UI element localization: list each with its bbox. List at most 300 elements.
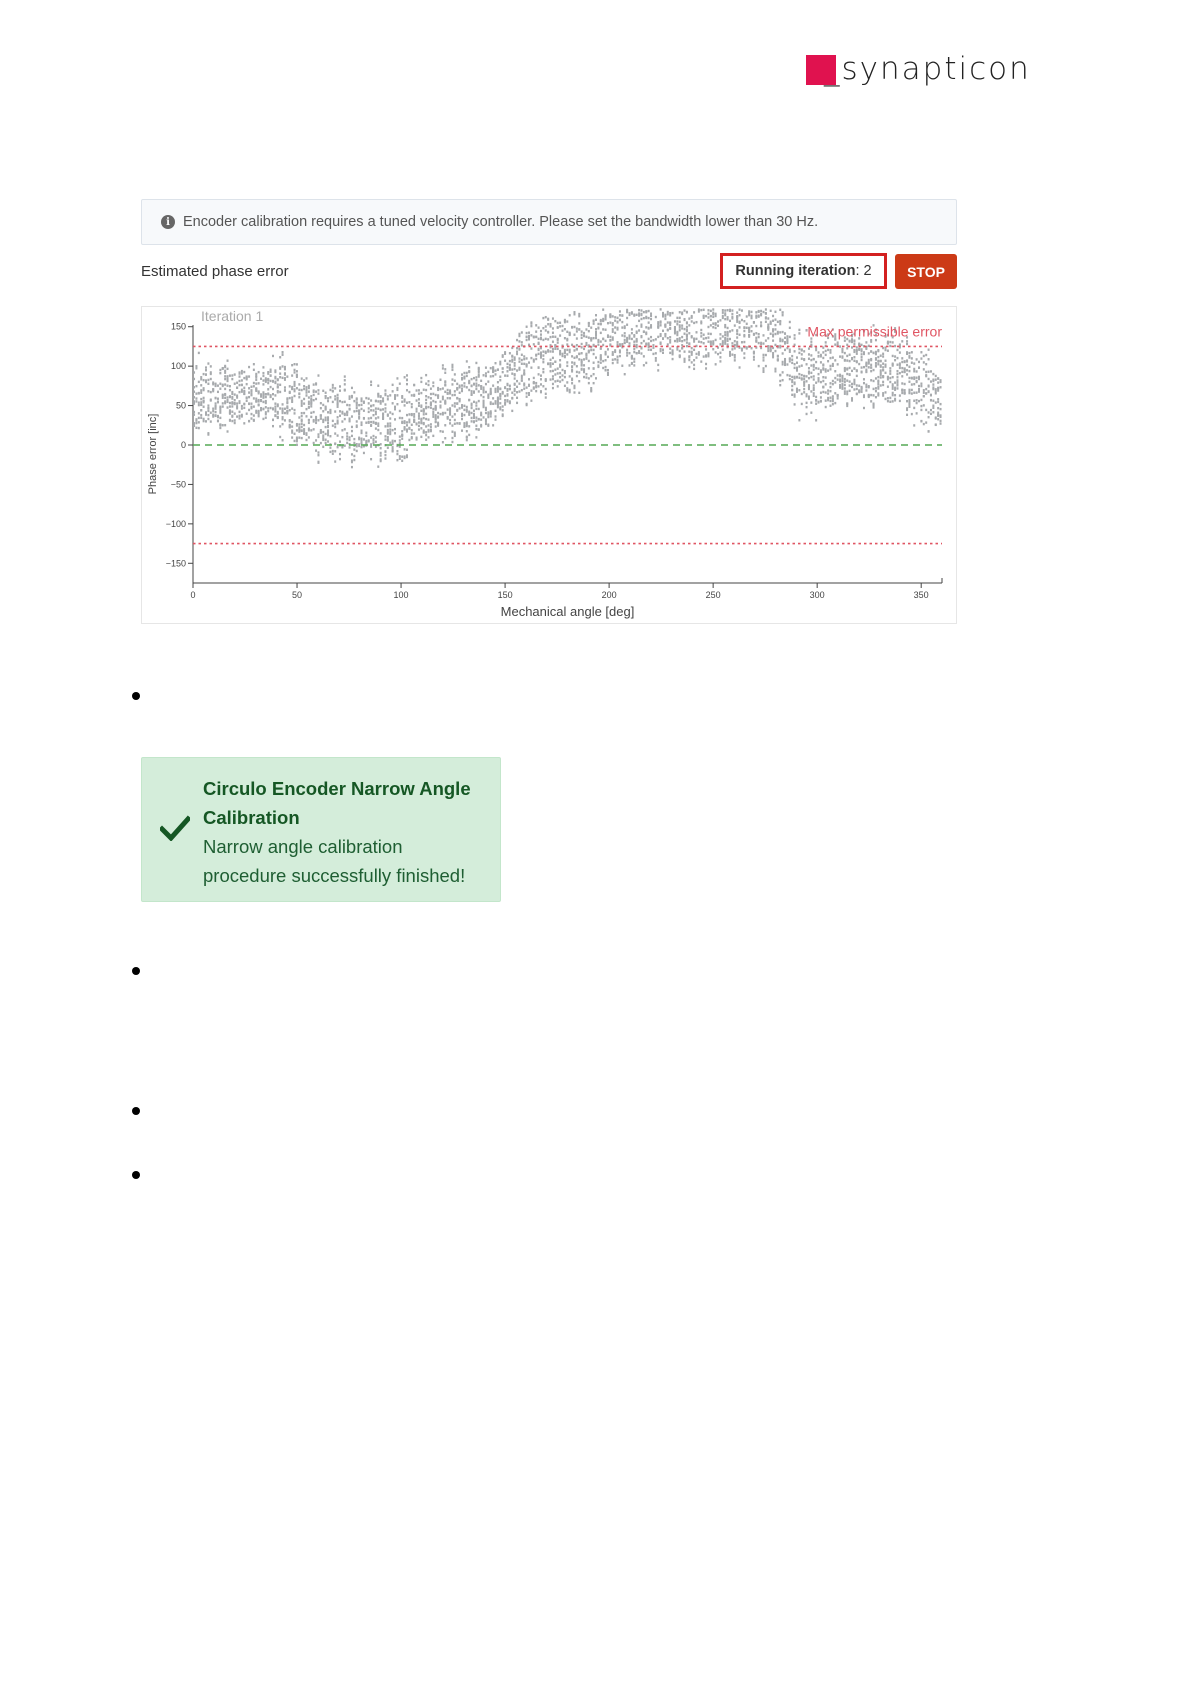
- scatter-point: [920, 357, 922, 359]
- scatter-point: [408, 419, 410, 421]
- scatter-point: [286, 375, 288, 377]
- scatter-point: [416, 436, 418, 438]
- scatter-point: [351, 430, 353, 432]
- scatter-point: [901, 382, 903, 384]
- list-bullet: [132, 1171, 140, 1179]
- scatter-point: [480, 413, 482, 415]
- scatter-point: [217, 384, 219, 386]
- scatter-point: [918, 376, 920, 378]
- scatter-point: [243, 393, 245, 395]
- scatter-point: [219, 372, 221, 374]
- scatter-point: [270, 371, 272, 373]
- scatter-point: [925, 374, 927, 376]
- scatter-point: [916, 412, 918, 414]
- scatter-point: [562, 329, 564, 331]
- scatter-point: [262, 383, 264, 385]
- scatter-point: [578, 322, 580, 324]
- scatter-point: [640, 313, 642, 315]
- scatter-point: [351, 461, 353, 463]
- scatter-point: [442, 398, 444, 400]
- scatter-point: [846, 379, 848, 381]
- scatter-point: [483, 416, 485, 418]
- scatter-point: [762, 371, 764, 373]
- scatter-point: [255, 375, 257, 377]
- scatter-point: [798, 352, 800, 354]
- scatter-point: [485, 375, 487, 377]
- scatter-point: [899, 394, 901, 396]
- scatter-point: [239, 371, 241, 373]
- scatter-point: [466, 410, 468, 412]
- scatter-point: [633, 340, 635, 342]
- scatter-point: [908, 377, 910, 379]
- scatter-point: [248, 391, 250, 393]
- scatter-point: [478, 390, 480, 392]
- scatter-point: [920, 385, 922, 387]
- scatter-point: [308, 429, 310, 431]
- scatter-point: [880, 371, 882, 373]
- scatter-point: [487, 371, 489, 373]
- scatter-point: [298, 416, 300, 418]
- scatter-point: [607, 369, 609, 371]
- scatter-point: [456, 402, 458, 404]
- scatter-point: [667, 321, 669, 323]
- scatter-point: [404, 448, 406, 450]
- scatter-point: [523, 373, 525, 375]
- scatter-point: [428, 380, 430, 382]
- scatter-point: [602, 319, 604, 321]
- scatter-point: [578, 315, 580, 317]
- scatter-point: [463, 426, 465, 428]
- scatter-point: [710, 319, 712, 321]
- scatter-point: [363, 401, 365, 403]
- scatter-point: [901, 389, 903, 391]
- scatter-point: [291, 407, 293, 409]
- scatter-point: [863, 353, 865, 355]
- scatter-point: [382, 397, 384, 399]
- scatter-point: [600, 323, 602, 325]
- scatter-point: [392, 450, 394, 452]
- scatter-point: [583, 332, 585, 334]
- scatter-point: [219, 409, 221, 411]
- scatter-point: [224, 370, 226, 372]
- scatter-point: [234, 403, 236, 405]
- scatter-point: [640, 318, 642, 320]
- scatter-point: [782, 379, 784, 381]
- scatter-point: [937, 418, 939, 420]
- scatter-point: [332, 386, 334, 388]
- scatter-point: [514, 356, 516, 358]
- scatter-point: [593, 337, 595, 339]
- scatter-point: [552, 383, 554, 385]
- scatter-point: [715, 363, 717, 365]
- scatter-point: [353, 459, 355, 461]
- scatter-point: [370, 409, 372, 411]
- scatter-point: [349, 446, 351, 448]
- scatter-point: [552, 387, 554, 389]
- scatter-point: [399, 445, 401, 447]
- scatter-point: [239, 375, 241, 377]
- scatter-point: [882, 363, 884, 365]
- scatter-point: [693, 340, 695, 342]
- scatter-point: [394, 428, 396, 430]
- scatter-point: [585, 353, 587, 355]
- scatter-point: [538, 343, 540, 345]
- scatter-point: [502, 391, 504, 393]
- scatter-point: [715, 327, 717, 329]
- scatter-point: [770, 333, 772, 335]
- scatter-point: [868, 394, 870, 396]
- scatter-point: [940, 379, 942, 381]
- scatter-point: [265, 406, 267, 408]
- scatter-point: [937, 377, 939, 379]
- scatter-point: [779, 374, 781, 376]
- scatter-point: [353, 455, 355, 457]
- scatter-point: [480, 385, 482, 387]
- scatter-point: [796, 356, 798, 358]
- scatter-point: [882, 394, 884, 396]
- scatter-point: [320, 417, 322, 419]
- scatter-point: [222, 405, 224, 407]
- scatter-point: [552, 327, 554, 329]
- scatter-point: [358, 443, 360, 445]
- scatter-point: [863, 378, 865, 380]
- scatter-point: [262, 375, 264, 377]
- scatter-point: [820, 361, 822, 363]
- scatter-point: [260, 409, 262, 411]
- scatter-point: [346, 432, 348, 434]
- scatter-point: [928, 371, 930, 373]
- scatter-point: [495, 391, 497, 393]
- scatter-point: [739, 322, 741, 324]
- scatter-point: [856, 370, 858, 372]
- scatter-point: [514, 364, 516, 366]
- scatter-point: [356, 426, 358, 428]
- scatter-point: [229, 389, 231, 391]
- scatter-point: [195, 367, 197, 369]
- scatter-point: [798, 419, 800, 421]
- scatter-point: [284, 412, 286, 414]
- scatter-point: [908, 391, 910, 393]
- scatter-point: [640, 347, 642, 349]
- scatter-point: [588, 367, 590, 369]
- scatter-point: [294, 412, 296, 414]
- scatter-point: [908, 352, 910, 354]
- scatter-point: [674, 320, 676, 322]
- chart-title: Iteration 1: [201, 308, 264, 324]
- scatter-point: [401, 460, 403, 462]
- scatter-point: [688, 350, 690, 352]
- scatter-point: [518, 335, 520, 337]
- scatter-point: [480, 418, 482, 420]
- scatter-point: [212, 414, 214, 416]
- scatter-point: [274, 414, 276, 416]
- scatter-point: [669, 321, 671, 323]
- scatter-point: [664, 318, 666, 320]
- scatter-point: [540, 383, 542, 385]
- scatter-point: [301, 415, 303, 417]
- scatter-point: [870, 364, 872, 366]
- scatter-point: [241, 407, 243, 409]
- scatter-point: [545, 338, 547, 340]
- scatter-point: [387, 414, 389, 416]
- scatter-point: [932, 400, 934, 402]
- scatter-point: [234, 419, 236, 421]
- scatter-point: [262, 394, 264, 396]
- scatter-point: [913, 368, 915, 370]
- scatter-point: [808, 377, 810, 379]
- scatter-point: [193, 378, 195, 380]
- scatter-point: [294, 363, 296, 365]
- scatter-point: [633, 348, 635, 350]
- scatter-point: [715, 339, 717, 341]
- scatter-point: [834, 377, 836, 379]
- scatter-point: [207, 414, 209, 416]
- scatter-point: [712, 322, 714, 324]
- scatter-point: [660, 333, 662, 335]
- scatter-point: [327, 422, 329, 424]
- scatter-point: [571, 361, 573, 363]
- scatter-point: [499, 408, 501, 410]
- scatter-point: [411, 394, 413, 396]
- scatter-point: [442, 367, 444, 369]
- scatter-point: [818, 367, 820, 369]
- scatter-point: [614, 316, 616, 318]
- scatter-point: [246, 383, 248, 385]
- scatter-point: [341, 420, 343, 422]
- scatter-point: [506, 366, 508, 368]
- scatter-point: [827, 397, 829, 399]
- scatter-point: [387, 431, 389, 433]
- scatter-point: [829, 351, 831, 353]
- scatter-point: [231, 415, 233, 417]
- scatter-point: [224, 375, 226, 377]
- scatter-point: [337, 399, 339, 401]
- scatter-point: [925, 409, 927, 411]
- scatter-point: [272, 419, 274, 421]
- scatter-point: [375, 411, 377, 413]
- scatter-point: [215, 402, 217, 404]
- scatter-point: [365, 435, 367, 437]
- scatter-point: [669, 352, 671, 354]
- scatter-point: [212, 383, 214, 385]
- scatter-point: [605, 359, 607, 361]
- scatter-point: [739, 314, 741, 316]
- x-axis-label: Mechanical angle [deg]: [500, 604, 635, 619]
- scatter-point: [535, 390, 537, 392]
- scatter-point: [492, 403, 494, 405]
- scatter-point: [818, 351, 820, 353]
- scatter-point: [387, 438, 389, 440]
- scatter-point: [849, 390, 851, 392]
- scatter-point: [684, 319, 686, 321]
- scatter-point: [262, 396, 264, 398]
- scatter-point: [894, 345, 896, 347]
- scatter-point: [899, 364, 901, 366]
- scatter-point: [585, 357, 587, 359]
- scatter-point: [518, 357, 520, 359]
- scatter-point: [425, 431, 427, 433]
- scatter-point: [672, 349, 674, 351]
- scatter-point: [377, 400, 379, 402]
- scatter-point: [444, 412, 446, 414]
- scatter-point: [731, 313, 733, 315]
- scatter-point: [746, 346, 748, 348]
- scatter-point: [533, 381, 535, 383]
- scatter-point: [358, 412, 360, 414]
- scatter-point: [289, 426, 291, 428]
- scatter-point: [595, 334, 597, 336]
- scatter-point: [908, 399, 910, 401]
- scatter-point: [636, 352, 638, 354]
- scatter-point: [777, 358, 779, 360]
- x-tick-label: 0: [190, 590, 196, 600]
- scatter-point: [552, 341, 554, 343]
- scatter-point: [463, 385, 465, 387]
- scatter-point: [435, 401, 437, 403]
- scatter-point: [502, 415, 504, 417]
- scatter-point: [473, 421, 475, 423]
- scatter-point: [882, 381, 884, 383]
- scatter-point: [267, 378, 269, 380]
- scatter-point: [432, 400, 434, 402]
- scatter-point: [363, 452, 365, 454]
- scatter-point: [576, 337, 578, 339]
- scatter-point: [483, 391, 485, 393]
- scatter-point: [767, 323, 769, 325]
- scatter-point: [337, 419, 339, 421]
- scatter-point: [284, 378, 286, 380]
- scatter-point: [485, 418, 487, 420]
- scatter-point: [801, 364, 803, 366]
- scatter-point: [327, 419, 329, 421]
- scatter-point: [332, 420, 334, 422]
- scatter-point: [889, 367, 891, 369]
- scatter-point: [566, 353, 568, 355]
- scatter-point: [813, 375, 815, 377]
- scatter-point: [760, 310, 762, 312]
- scatter-point: [581, 343, 583, 345]
- scatter-point: [301, 377, 303, 379]
- scatter-point: [205, 373, 207, 375]
- scatter-point: [583, 358, 585, 360]
- scatter-point: [432, 385, 434, 387]
- scatter-point: [856, 375, 858, 377]
- scatter-point: [794, 363, 796, 365]
- scatter-point: [932, 373, 934, 375]
- scatter-point: [475, 385, 477, 387]
- scatter-point: [200, 404, 202, 406]
- scatter-point: [705, 337, 707, 339]
- scatter-point: [695, 353, 697, 355]
- scatter-point: [258, 403, 260, 405]
- scatter-point: [794, 395, 796, 397]
- scatter-point: [896, 357, 898, 359]
- scatter-point: [861, 348, 863, 350]
- scatter-point: [710, 315, 712, 317]
- scatter-point: [459, 398, 461, 400]
- scatter-point: [755, 337, 757, 339]
- scatter-point: [798, 348, 800, 350]
- scatter-point: [540, 351, 542, 353]
- scatter-point: [229, 412, 231, 414]
- scatter-point: [772, 315, 774, 317]
- scatter-point: [679, 311, 681, 313]
- scatter-point: [703, 337, 705, 339]
- scatter-point: [526, 392, 528, 394]
- scatter-point: [861, 353, 863, 355]
- scatter-point: [698, 353, 700, 355]
- scatter-point: [901, 367, 903, 369]
- scatter-point: [631, 338, 633, 340]
- scatter-point: [564, 385, 566, 387]
- scatter-point: [530, 322, 532, 324]
- stop-button[interactable]: STOP: [895, 254, 957, 289]
- scatter-point: [404, 404, 406, 406]
- scatter-point: [640, 309, 642, 311]
- scatter-point: [896, 376, 898, 378]
- scatter-point: [892, 355, 894, 357]
- scatter-point: [341, 436, 343, 438]
- scatter-point: [305, 394, 307, 396]
- scatter-point: [729, 338, 731, 340]
- scatter-point: [605, 318, 607, 320]
- scatter-point: [437, 423, 439, 425]
- scatter-point: [545, 388, 547, 390]
- scatter-point: [394, 440, 396, 442]
- scatter-point: [495, 373, 497, 375]
- scatter-point: [844, 368, 846, 370]
- list-bullet: [132, 967, 140, 975]
- scatter-point: [521, 375, 523, 377]
- scatter-point: [420, 404, 422, 406]
- scatter-point: [545, 352, 547, 354]
- scatter-point: [789, 349, 791, 351]
- scatter-point: [375, 417, 377, 419]
- scatter-point: [308, 406, 310, 408]
- scatter-point: [449, 397, 451, 399]
- scatter-point: [384, 438, 386, 440]
- scatter-point: [389, 431, 391, 433]
- scatter-point: [801, 353, 803, 355]
- scatter-point: [743, 341, 745, 343]
- scatter-point: [205, 420, 207, 422]
- scatter-point: [636, 332, 638, 334]
- scatter-point: [916, 402, 918, 404]
- scatter-point: [370, 443, 372, 445]
- scatter-point: [380, 401, 382, 403]
- scatter-point: [258, 382, 260, 384]
- scatter-point: [892, 392, 894, 394]
- scatter-point: [418, 428, 420, 430]
- scatter-point: [499, 376, 501, 378]
- scatter-point: [530, 325, 532, 327]
- y-tick-label: 50: [175, 400, 186, 411]
- scatter-point: [896, 387, 898, 389]
- scatter-point: [523, 358, 525, 360]
- scatter-point: [282, 423, 284, 425]
- scatter-point: [681, 340, 683, 342]
- scatter-point: [475, 428, 477, 430]
- scatter-point: [731, 309, 733, 311]
- scatter-point: [684, 350, 686, 352]
- scatter-point: [526, 336, 528, 338]
- scatter-point: [349, 398, 351, 400]
- scatter-point: [734, 356, 736, 358]
- scatter-point: [466, 430, 468, 432]
- scatter-point: [715, 315, 717, 317]
- scatter-point: [475, 436, 477, 438]
- scatter-point: [588, 350, 590, 352]
